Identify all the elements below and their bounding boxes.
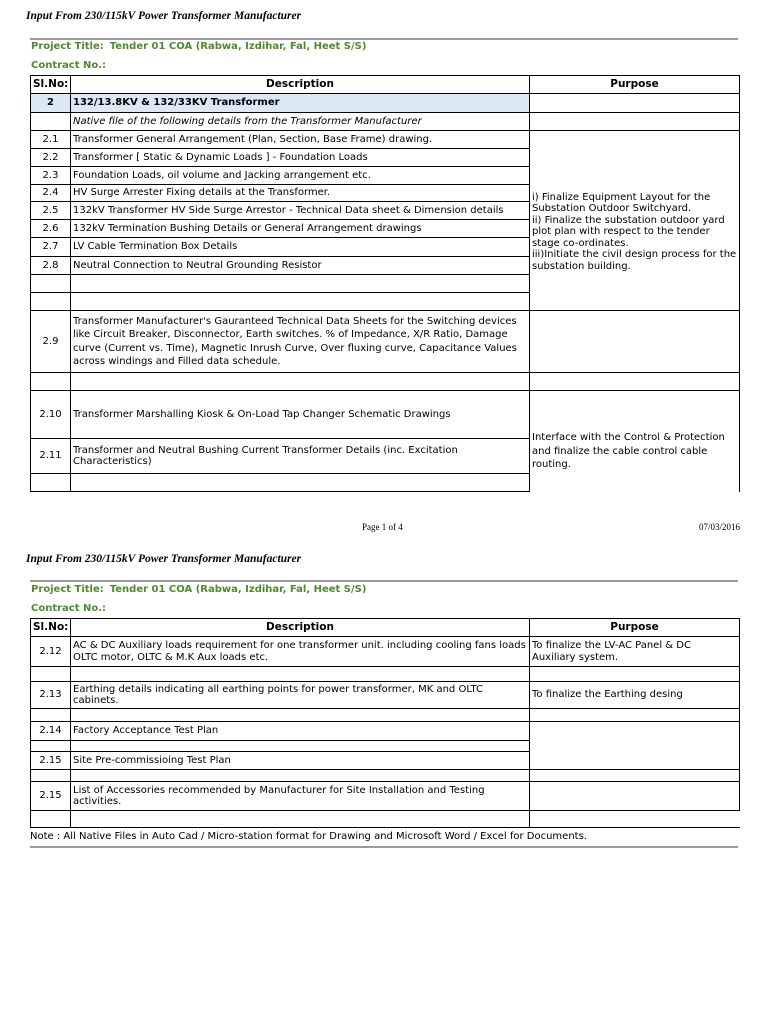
- empty-cell: [31, 474, 71, 492]
- table-row: [31, 722, 740, 741]
- item-description: Transformer Marshalling Kiosk & On-Load Tap Changer Schematic Drawings: [71, 391, 530, 439]
- column-header-purpose: Purpose: [530, 619, 740, 637]
- empty-cell: [31, 811, 71, 828]
- item-description: HV Surge Arrester Fixing details at the Transformer.: [71, 185, 530, 202]
- item-purpose: To finalize the Earthing desing: [530, 682, 740, 709]
- item-number: 2.3: [31, 167, 71, 185]
- section-row: [31, 94, 740, 113]
- empty-cell: [530, 811, 740, 828]
- empty-cell: [71, 709, 530, 722]
- table-row: [31, 637, 740, 667]
- project-title-line: [31, 584, 366, 595]
- empty-cell: [530, 113, 740, 131]
- table-row: [31, 682, 740, 709]
- item-purpose: To finalize the LV-AC Panel & DC Auxiliary system.: [530, 637, 740, 667]
- project-title-line: [31, 41, 366, 52]
- item-number: 2.8: [31, 257, 71, 275]
- empty-cell: [31, 741, 71, 752]
- item-description: Site Pre-commissioing Test Plan: [71, 752, 530, 770]
- table-header-row: [31, 619, 740, 637]
- document-heading: Input From 230/115kV Power Transformer Manufacturer: [26, 10, 302, 22]
- empty-cell: [530, 94, 740, 113]
- table-row: [31, 782, 740, 811]
- item-number: 2.13: [31, 682, 71, 709]
- top-rule: [30, 38, 738, 40]
- item-number: 2.9: [31, 311, 71, 373]
- item-purpose: [530, 782, 740, 811]
- empty-cell: [530, 770, 740, 782]
- table-row: [31, 311, 740, 373]
- item-number: 2.6: [31, 220, 71, 238]
- column-header-no: Sl.No:: [31, 76, 71, 94]
- column-header-description: Description: [71, 76, 530, 94]
- item-number: 2.2: [31, 149, 71, 167]
- contract-number-label: Contract No.:: [31, 60, 107, 71]
- item-description: Transformer and Neutral Bushing Current Transformer Details (inc. Excitation Characteristics): [71, 439, 530, 474]
- item-number: 2.7: [31, 238, 71, 257]
- empty-cell: [71, 373, 530, 391]
- empty-cell: [71, 474, 530, 492]
- empty-cell: [31, 373, 71, 391]
- section-title: 132/13.8KV & 132/33KV Transformer: [71, 94, 530, 113]
- native-note-row: [31, 113, 740, 131]
- transformer-input-table-continued: [30, 618, 740, 828]
- empty-row: [31, 709, 740, 722]
- transformer-input-table: [30, 75, 740, 492]
- print-date: 07/03/2016: [699, 522, 741, 532]
- item-description: Transformer [ Static & Dynamic Loads ] - Foundation Loads: [71, 149, 530, 167]
- purpose-control-text: Interface with the Control & Protection and finalize the cable control cable routing.: [532, 432, 725, 470]
- item-description: 132kV Transformer HV Side Surge Arrestor - Technical Data sheet & Dimension details: [71, 202, 530, 220]
- item-number: 2.11: [31, 439, 71, 474]
- table-row: [31, 391, 740, 439]
- empty-cell: [71, 275, 530, 293]
- item-number: 2.12: [31, 637, 71, 667]
- table-header-row: [31, 76, 740, 94]
- empty-cell: [71, 770, 530, 782]
- column-header-purpose: Purpose: [530, 76, 740, 94]
- empty-cell: [71, 811, 530, 828]
- table-row: [31, 131, 740, 149]
- project-title-label: Project Title:: [31, 41, 104, 52]
- section-number: 2: [31, 94, 71, 113]
- empty-cell: [530, 373, 740, 391]
- item-number: 2.10: [31, 391, 71, 439]
- empty-cell: [530, 667, 740, 682]
- empty-cell: [31, 113, 71, 131]
- column-header-no: Sl.No:: [31, 619, 71, 637]
- empty-cell: [31, 770, 71, 782]
- empty-cell: [71, 293, 530, 311]
- contract-number-label: Contract No.:: [31, 603, 107, 614]
- document-heading: Input From 230/115kV Power Transformer Manufacturer: [26, 553, 302, 565]
- item-description: Earthing details indicating all earthing points for power transformer, MK and OLTC cabinets.: [71, 682, 530, 709]
- native-files-note: Note : All Native Files in Auto Cad / Micro-station format for Drawing and Microsoft Word / Excel for Documents.: [30, 831, 587, 842]
- empty-cell: [530, 311, 740, 373]
- item-description: Factory Acceptance Test Plan: [71, 722, 530, 741]
- project-title-value: Tender 01 COA (Rabwa, Izdihar, Fal, Heet S/S): [109, 41, 367, 52]
- empty-row: [31, 811, 740, 828]
- item-number: 2.15: [31, 752, 71, 770]
- item-description: Transformer General Arrangement (Plan, Section, Base Frame) drawing.: [71, 131, 530, 149]
- purpose-layout-cell: [530, 131, 740, 311]
- empty-row: [31, 770, 740, 782]
- empty-cell: [530, 709, 740, 722]
- top-rule: [30, 580, 738, 582]
- item-description: AC & DC Auxiliary loads requirement for one transformer unit. including cooling fans loads OLTC motor, OLTC & M.K Aux loads etc.: [71, 637, 530, 667]
- item-description: LV Cable Termination Box Details: [71, 238, 530, 257]
- item-description: Transformer Manufacturer's Gauranteed Technical Data Sheets for the Switching devices like Circuit Breaker, Disconnector, Earth switches. % of Impedance, X/R Ratio, Damage curve (Current vs. Time), Magnetic Inrush Curve, Over fluxing curve, Capacitance Values across windings and Filled data schedule.: [71, 311, 530, 373]
- empty-row: [31, 667, 740, 682]
- item-purpose: [530, 722, 740, 770]
- purpose-layout-text: i) Finalize Equipment Layout for the Substation Outdoor Switchyard. ii) Finalize the substation outdoor yard plot plan with respect to the tender stage co-ordinates. iii)Initiate the civil design process for the substation building.: [532, 191, 737, 272]
- empty-row: [31, 373, 740, 391]
- item-description: 132kV Termination Bushing Details or General Arrangement drawings: [71, 220, 530, 238]
- item-number: 2.4: [31, 185, 71, 202]
- column-header-description: Description: [71, 619, 530, 637]
- empty-cell: [31, 667, 71, 682]
- empty-cell: [71, 741, 530, 752]
- item-number: 2.15: [31, 782, 71, 811]
- empty-cell: [31, 709, 71, 722]
- item-description: Foundation Loads, oil volume and Jacking arrangement etc.: [71, 167, 530, 185]
- empty-cell: [31, 293, 71, 311]
- purpose-control-cell: [530, 391, 740, 492]
- item-number: 2.14: [31, 722, 71, 741]
- native-file-note: Native file of the following details from the Transformer Manufacturer: [71, 113, 530, 131]
- item-number: 2.5: [31, 202, 71, 220]
- project-title-label: Project Title:: [31, 584, 104, 595]
- page-number: Page 1 of 4: [362, 522, 403, 532]
- item-number: 2.1: [31, 131, 71, 149]
- item-description: Neutral Connection to Neutral Grounding Resistor: [71, 257, 530, 275]
- item-description: List of Accessories recommended by Manufacturer for Site Installation and Testing activities.: [71, 782, 530, 811]
- empty-cell: [31, 275, 71, 293]
- empty-cell: [71, 667, 530, 682]
- project-title-value: Tender 01 COA (Rabwa, Izdihar, Fal, Heet S/S): [109, 584, 367, 595]
- bottom-rule: [30, 846, 738, 848]
